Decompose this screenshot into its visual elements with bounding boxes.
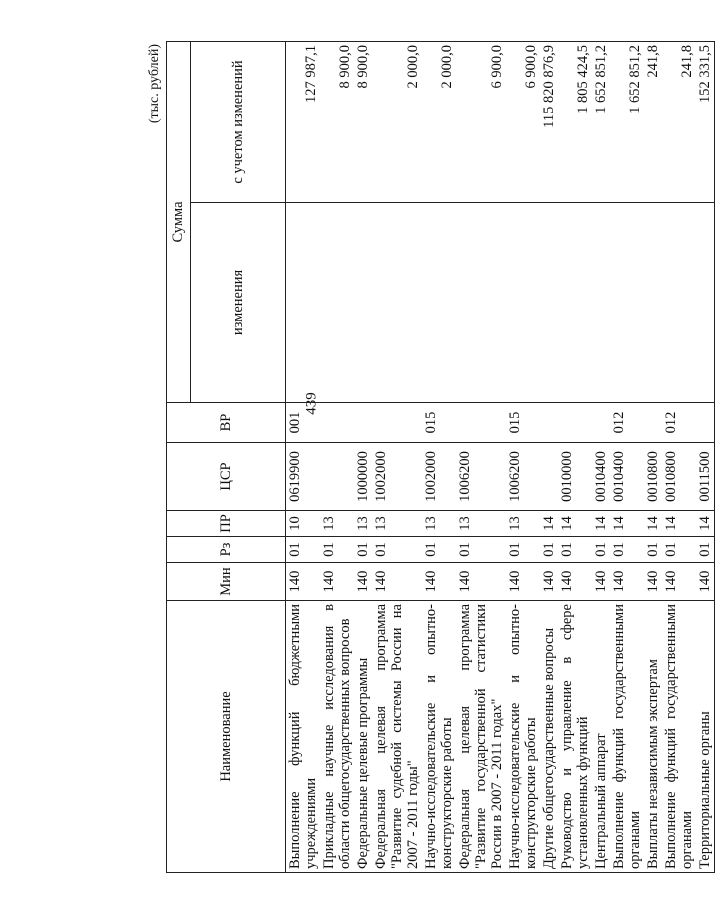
cell-rz: 01 bbox=[286, 537, 321, 563]
cell-csr: 0010400 bbox=[610, 443, 644, 511]
cell-vr: 015 bbox=[422, 403, 456, 443]
cell-rz: 01 bbox=[372, 537, 422, 563]
budget-table bbox=[166, 41, 715, 873]
table-row bbox=[696, 42, 715, 873]
cell-name: Выполнение функций государственными органами bbox=[662, 601, 696, 873]
cell-csr: 0010800 bbox=[662, 443, 696, 511]
cell-name: Федеральные целевые программы bbox=[354, 601, 372, 873]
cell-pr: 14 bbox=[540, 511, 558, 537]
header-csr: ЦСР bbox=[167, 443, 286, 511]
cell-name: Научно-исследовательские и опытно-конструкторские работы bbox=[422, 601, 456, 873]
cell-vr: 015 bbox=[506, 403, 540, 443]
cell-change bbox=[540, 203, 558, 403]
cell-pr: 14 bbox=[592, 511, 610, 537]
cell-rz: 01 bbox=[422, 537, 456, 563]
cell-csr: 0619900 bbox=[286, 443, 321, 511]
cell-total: 2 000,0 bbox=[372, 42, 422, 203]
cell-change bbox=[506, 203, 540, 403]
cell-change bbox=[644, 203, 662, 403]
cell-rz: 01 bbox=[610, 537, 644, 563]
cell-csr: 0011500 bbox=[696, 443, 715, 511]
cell-change bbox=[372, 203, 422, 403]
cell-min: 140 bbox=[644, 563, 662, 601]
cell-csr: 1002000 bbox=[422, 443, 456, 511]
cell-min: 140 bbox=[372, 563, 422, 601]
cell-change bbox=[456, 203, 506, 403]
cell-name: Другие общегосударственные вопросы bbox=[540, 601, 558, 873]
cell-change bbox=[558, 203, 592, 403]
cell-rz: 01 bbox=[456, 537, 506, 563]
cell-csr: 1006200 bbox=[456, 443, 506, 511]
table-row bbox=[558, 42, 592, 873]
cell-change bbox=[422, 203, 456, 403]
cell-vr bbox=[540, 403, 558, 443]
cell-total: 1 805 424,5 bbox=[558, 42, 592, 203]
table-row bbox=[506, 42, 540, 873]
cell-rz: 01 bbox=[696, 537, 715, 563]
cell-name: Выполнение функций бюджетными учреждениями bbox=[286, 601, 321, 873]
cell-change bbox=[354, 203, 372, 403]
cell-rz: 01 bbox=[320, 537, 354, 563]
cell-pr: 13 bbox=[320, 511, 354, 537]
table-row bbox=[422, 42, 456, 873]
cell-change bbox=[320, 203, 354, 403]
cell-pr: 13 bbox=[506, 511, 540, 537]
cell-vr bbox=[456, 403, 506, 443]
cell-change bbox=[286, 203, 321, 403]
units-label: (тыс. рублей) bbox=[147, 44, 162, 124]
header-change: изменения bbox=[191, 203, 286, 403]
cell-pr: 14 bbox=[662, 511, 696, 537]
cell-min: 140 bbox=[540, 563, 558, 601]
cell-min: 140 bbox=[320, 563, 354, 601]
cell-total: 115 820 876,9 bbox=[540, 42, 558, 203]
cell-csr: 1002000 bbox=[372, 443, 422, 511]
cell-pr: 13 bbox=[372, 511, 422, 537]
cell-change bbox=[610, 203, 644, 403]
cell-csr: 0010400 bbox=[592, 443, 610, 511]
cell-min: 140 bbox=[506, 563, 540, 601]
cell-rz: 01 bbox=[662, 537, 696, 563]
cell-min: 140 bbox=[286, 563, 321, 601]
header-rz: Рз bbox=[167, 537, 286, 563]
cell-pr: 10 bbox=[286, 511, 321, 537]
cell-vr bbox=[644, 403, 662, 443]
cell-name: Научно-исследовательские и опытно-конструкторские работы bbox=[506, 601, 540, 873]
cell-pr: 14 bbox=[644, 511, 662, 537]
table-row bbox=[456, 42, 506, 873]
cell-total: 8 900,0 bbox=[320, 42, 354, 203]
header-with-change: с учетом изменений bbox=[191, 42, 286, 203]
cell-name: Федеральная целевая программа "Развитие судебной системы России на 2007 - 2011 годы" bbox=[372, 601, 422, 873]
cell-vr bbox=[354, 403, 372, 443]
cell-total: 152 331,5 bbox=[696, 42, 715, 203]
cell-total: 241,8 bbox=[644, 42, 662, 203]
cell-rz: 01 bbox=[506, 537, 540, 563]
header-vr: ВР bbox=[167, 403, 286, 443]
cell-name: Выплаты независимым экспертам bbox=[644, 601, 662, 873]
cell-vr: 001 bbox=[286, 403, 321, 443]
cell-min: 140 bbox=[610, 563, 644, 601]
page-number: 439 bbox=[303, 392, 320, 415]
cell-name: Территориальные органы bbox=[696, 601, 715, 873]
cell-pr: 14 bbox=[696, 511, 715, 537]
cell-csr bbox=[540, 443, 558, 511]
cell-change bbox=[592, 203, 610, 403]
cell-name: Центральный аппарат bbox=[592, 601, 610, 873]
cell-rz: 01 bbox=[592, 537, 610, 563]
cell-min: 140 bbox=[662, 563, 696, 601]
cell-rz: 01 bbox=[558, 537, 592, 563]
cell-vr bbox=[320, 403, 354, 443]
table-row bbox=[286, 42, 321, 873]
cell-total: 1 652 851,2 bbox=[610, 42, 644, 203]
cell-csr: 1000000 bbox=[354, 443, 372, 511]
cell-total: 127 987,1 bbox=[286, 42, 321, 203]
cell-total: 2 000,0 bbox=[422, 42, 456, 203]
cell-min: 140 bbox=[696, 563, 715, 601]
header-min: Мин bbox=[167, 563, 286, 601]
cell-min: 140 bbox=[422, 563, 456, 601]
cell-pr: 13 bbox=[422, 511, 456, 537]
cell-min: 140 bbox=[558, 563, 592, 601]
cell-pr: 14 bbox=[610, 511, 644, 537]
cell-name: Прикладные научные исследования в области общегосударственных вопросов bbox=[320, 601, 354, 873]
cell-min: 140 bbox=[354, 563, 372, 601]
cell-csr: 1006200 bbox=[506, 443, 540, 511]
cell-rz: 01 bbox=[540, 537, 558, 563]
header-pr: ПР bbox=[167, 511, 286, 537]
header-sum: Сумма bbox=[167, 42, 191, 403]
cell-total: 6 900,0 bbox=[506, 42, 540, 203]
rotated-table-wrapper bbox=[144, 42, 713, 873]
cell-vr bbox=[696, 403, 715, 443]
cell-min: 140 bbox=[456, 563, 506, 601]
table-row bbox=[644, 42, 662, 873]
cell-name: Федеральная целевая программа "Развитие государственной статистики России в 2007 - 2011 годах" bbox=[456, 601, 506, 873]
cell-vr: 012 bbox=[610, 403, 644, 443]
cell-vr: 012 bbox=[662, 403, 696, 443]
cell-change bbox=[662, 203, 696, 403]
cell-total: 6 900,0 bbox=[456, 42, 506, 203]
cell-name: Выполнение функций государственными органами bbox=[610, 601, 644, 873]
cell-total: 8 900,0 bbox=[354, 42, 372, 203]
cell-pr: 13 bbox=[354, 511, 372, 537]
cell-pr: 13 bbox=[456, 511, 506, 537]
cell-rz: 01 bbox=[354, 537, 372, 563]
cell-vr bbox=[372, 403, 422, 443]
cell-csr bbox=[320, 443, 354, 511]
table-row bbox=[592, 42, 610, 873]
table-body bbox=[286, 42, 715, 873]
cell-vr bbox=[558, 403, 592, 443]
table-row bbox=[540, 42, 558, 873]
cell-name: Руководство и управление в сфере установленных функций bbox=[558, 601, 592, 873]
cell-csr: 0010000 bbox=[558, 443, 592, 511]
table-row bbox=[372, 42, 422, 873]
cell-total: 241,8 bbox=[662, 42, 696, 203]
cell-pr: 14 bbox=[558, 511, 592, 537]
table-row bbox=[610, 42, 644, 873]
cell-change bbox=[696, 203, 715, 403]
cell-rz: 01 bbox=[644, 537, 662, 563]
cell-total: 1 652 851,2 bbox=[592, 42, 610, 203]
table-row bbox=[662, 42, 696, 873]
table-row bbox=[354, 42, 372, 873]
table-row bbox=[320, 42, 354, 873]
cell-min: 140 bbox=[592, 563, 610, 601]
cell-csr: 0010800 bbox=[644, 443, 662, 511]
header-name: Наименование bbox=[167, 601, 286, 873]
cell-vr bbox=[592, 403, 610, 443]
